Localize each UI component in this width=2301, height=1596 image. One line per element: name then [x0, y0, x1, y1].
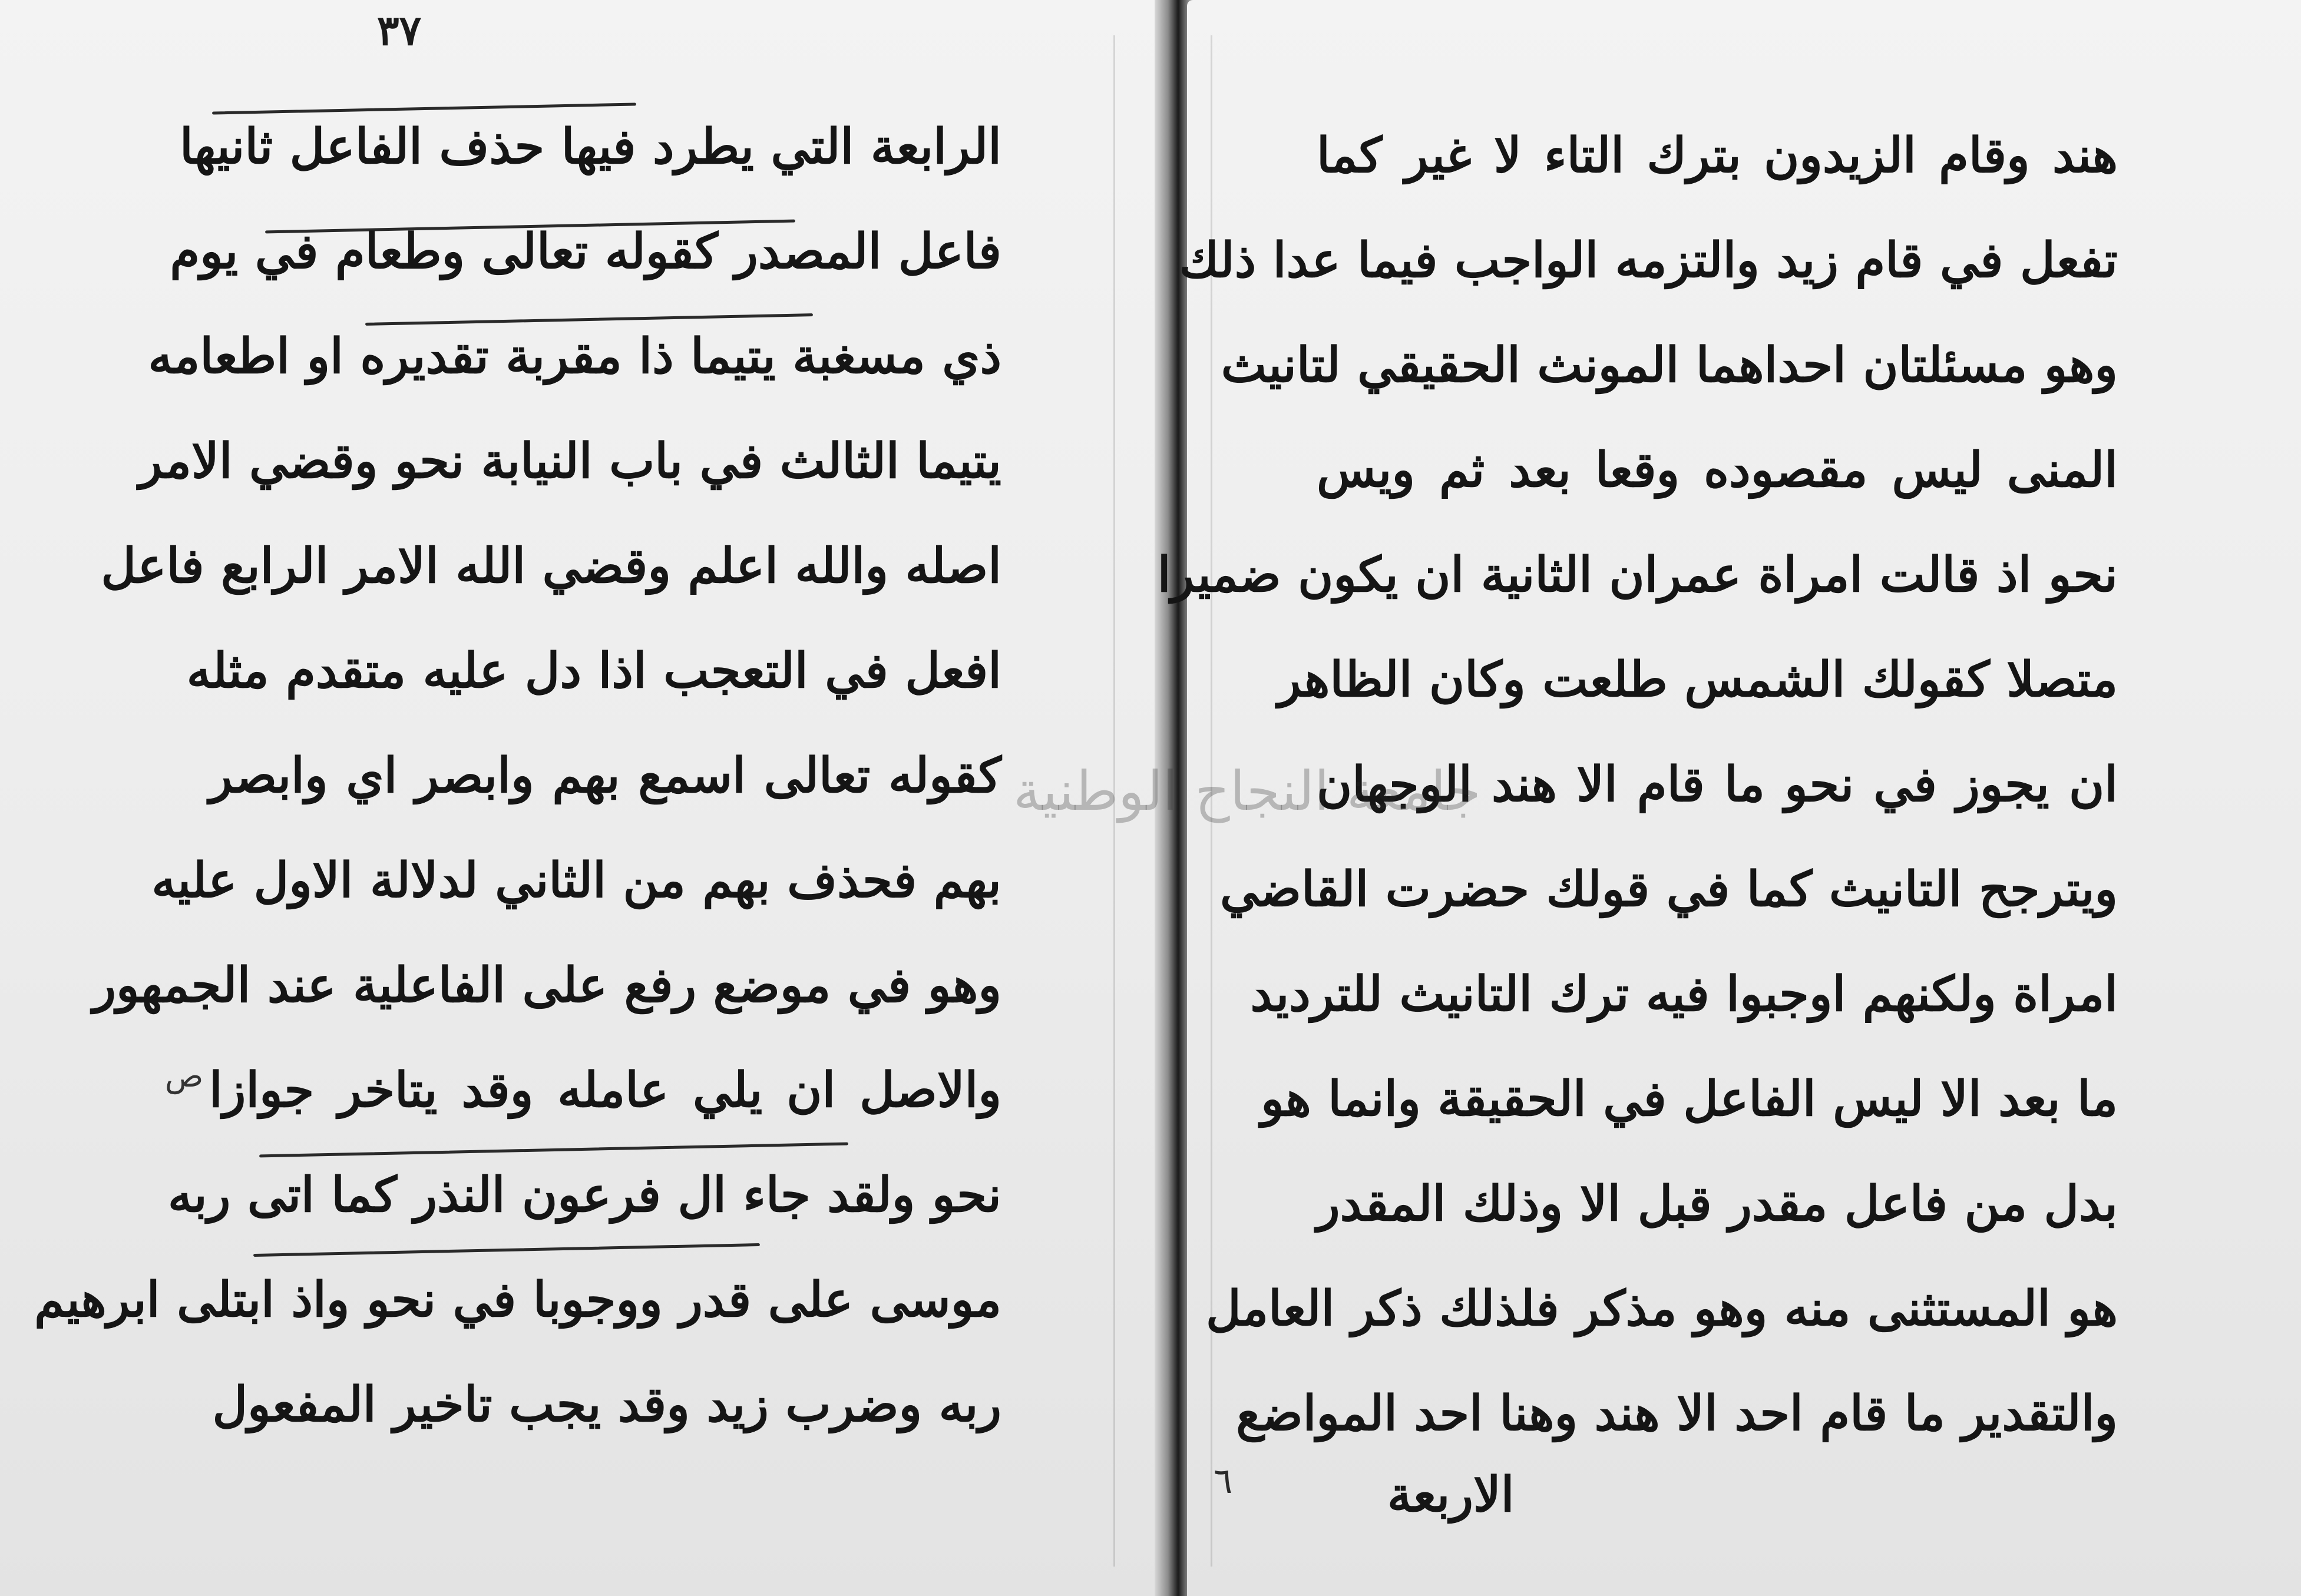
text-line: فاعل المصدر كقوله تعالى وطعام في يوم [170, 223, 1001, 280]
text-line: ذي مسغبة يتيما ذا مقربة تقديره او اطعامه [148, 328, 1001, 385]
margin-mark: ص [165, 1057, 204, 1094]
text-line: افعل في التعجب اذا دل عليه متقدم مثله [186, 643, 1001, 699]
text-line: نحو اذ قالت امراة عمران الثانية ان يكون ضميرا [1157, 547, 2118, 603]
text-line: والتقدير ما قام احد الا هند وهنا احد المواضع [1236, 1385, 2118, 1442]
library-watermark: جامعة النجاح الوطنية [1013, 760, 1481, 823]
catchword: الاربعة [1387, 1466, 1515, 1523]
text-line: وهو في موضع رفع على الفاعلية عند الجمهور [92, 957, 1001, 1014]
page-mark: ٦ [1214, 1461, 1233, 1502]
text-line: هو المستثنى منه وهو مذكر فلذلك ذكر العامل [1205, 1280, 2118, 1337]
text-line: بدل من فاعل مقدر قبل الا وذلك المقدر [1317, 1176, 2118, 1232]
text-line: يتيما الثالث في باب النيابة نحو وقضي الامر [138, 433, 1001, 489]
text-line: ما بعد الا ليس الفاعل في الحقيقة وانما هو [1261, 1071, 2118, 1127]
text-line: هند وقام الزيدون بترك التاء لا غير كما [1317, 127, 2118, 184]
text-line: بهم فحذف بهم من الثاني لدلالة الاول عليه [151, 852, 1001, 909]
text-line: ربه وضرب زيد وقد يجب تاخير المفعول [212, 1376, 1001, 1433]
text-line: تفعل في قام زيد والتزمه الواجب فيما عدا ذلك [1179, 232, 2118, 289]
folio-number: ٣٧ [377, 6, 422, 55]
text-line: ويترجح التانيث كما في قولك حضرت القاضي [1220, 861, 2118, 918]
text-line: وهو مسئلتان احداهما المونث الحقيقي لتانيث [1221, 337, 2118, 393]
text-line: الرابعة التي يطرد فيها حذف الفاعل ثانيها [179, 118, 1001, 175]
text-line: ان يجوز في نحو ما قام الا هند الوجهان [1317, 756, 2118, 813]
text-line: اصله والله اعلم وقضي الله الامر الرابع فاعل [101, 538, 1001, 594]
left-page-text [34, 94, 1001, 1457]
text-line: نحو ولقد جاء ال فرعون النذر كما اتى ربه [167, 1167, 1001, 1223]
text-line: كقوله تعالى اسمع بهم وابصر اي وابصر [209, 747, 1001, 804]
text-line: والاصل ان يلي عامله وقد يتاخر جوازا [209, 1062, 1001, 1118]
text-line: متصلا كقولك الشمس طلعت وكان الظاهر [1277, 651, 2118, 708]
text-line: امراة ولكنهم اوجبوا فيه ترك التانيث للترديد [1250, 966, 2118, 1022]
text-line: موسى على قدر ووجوبا في نحو واذ ابتلى ابرهيم [34, 1271, 1001, 1328]
text-line: المنى ليس مقصوده وقعا بعد ثم ويس [1317, 442, 2118, 498]
